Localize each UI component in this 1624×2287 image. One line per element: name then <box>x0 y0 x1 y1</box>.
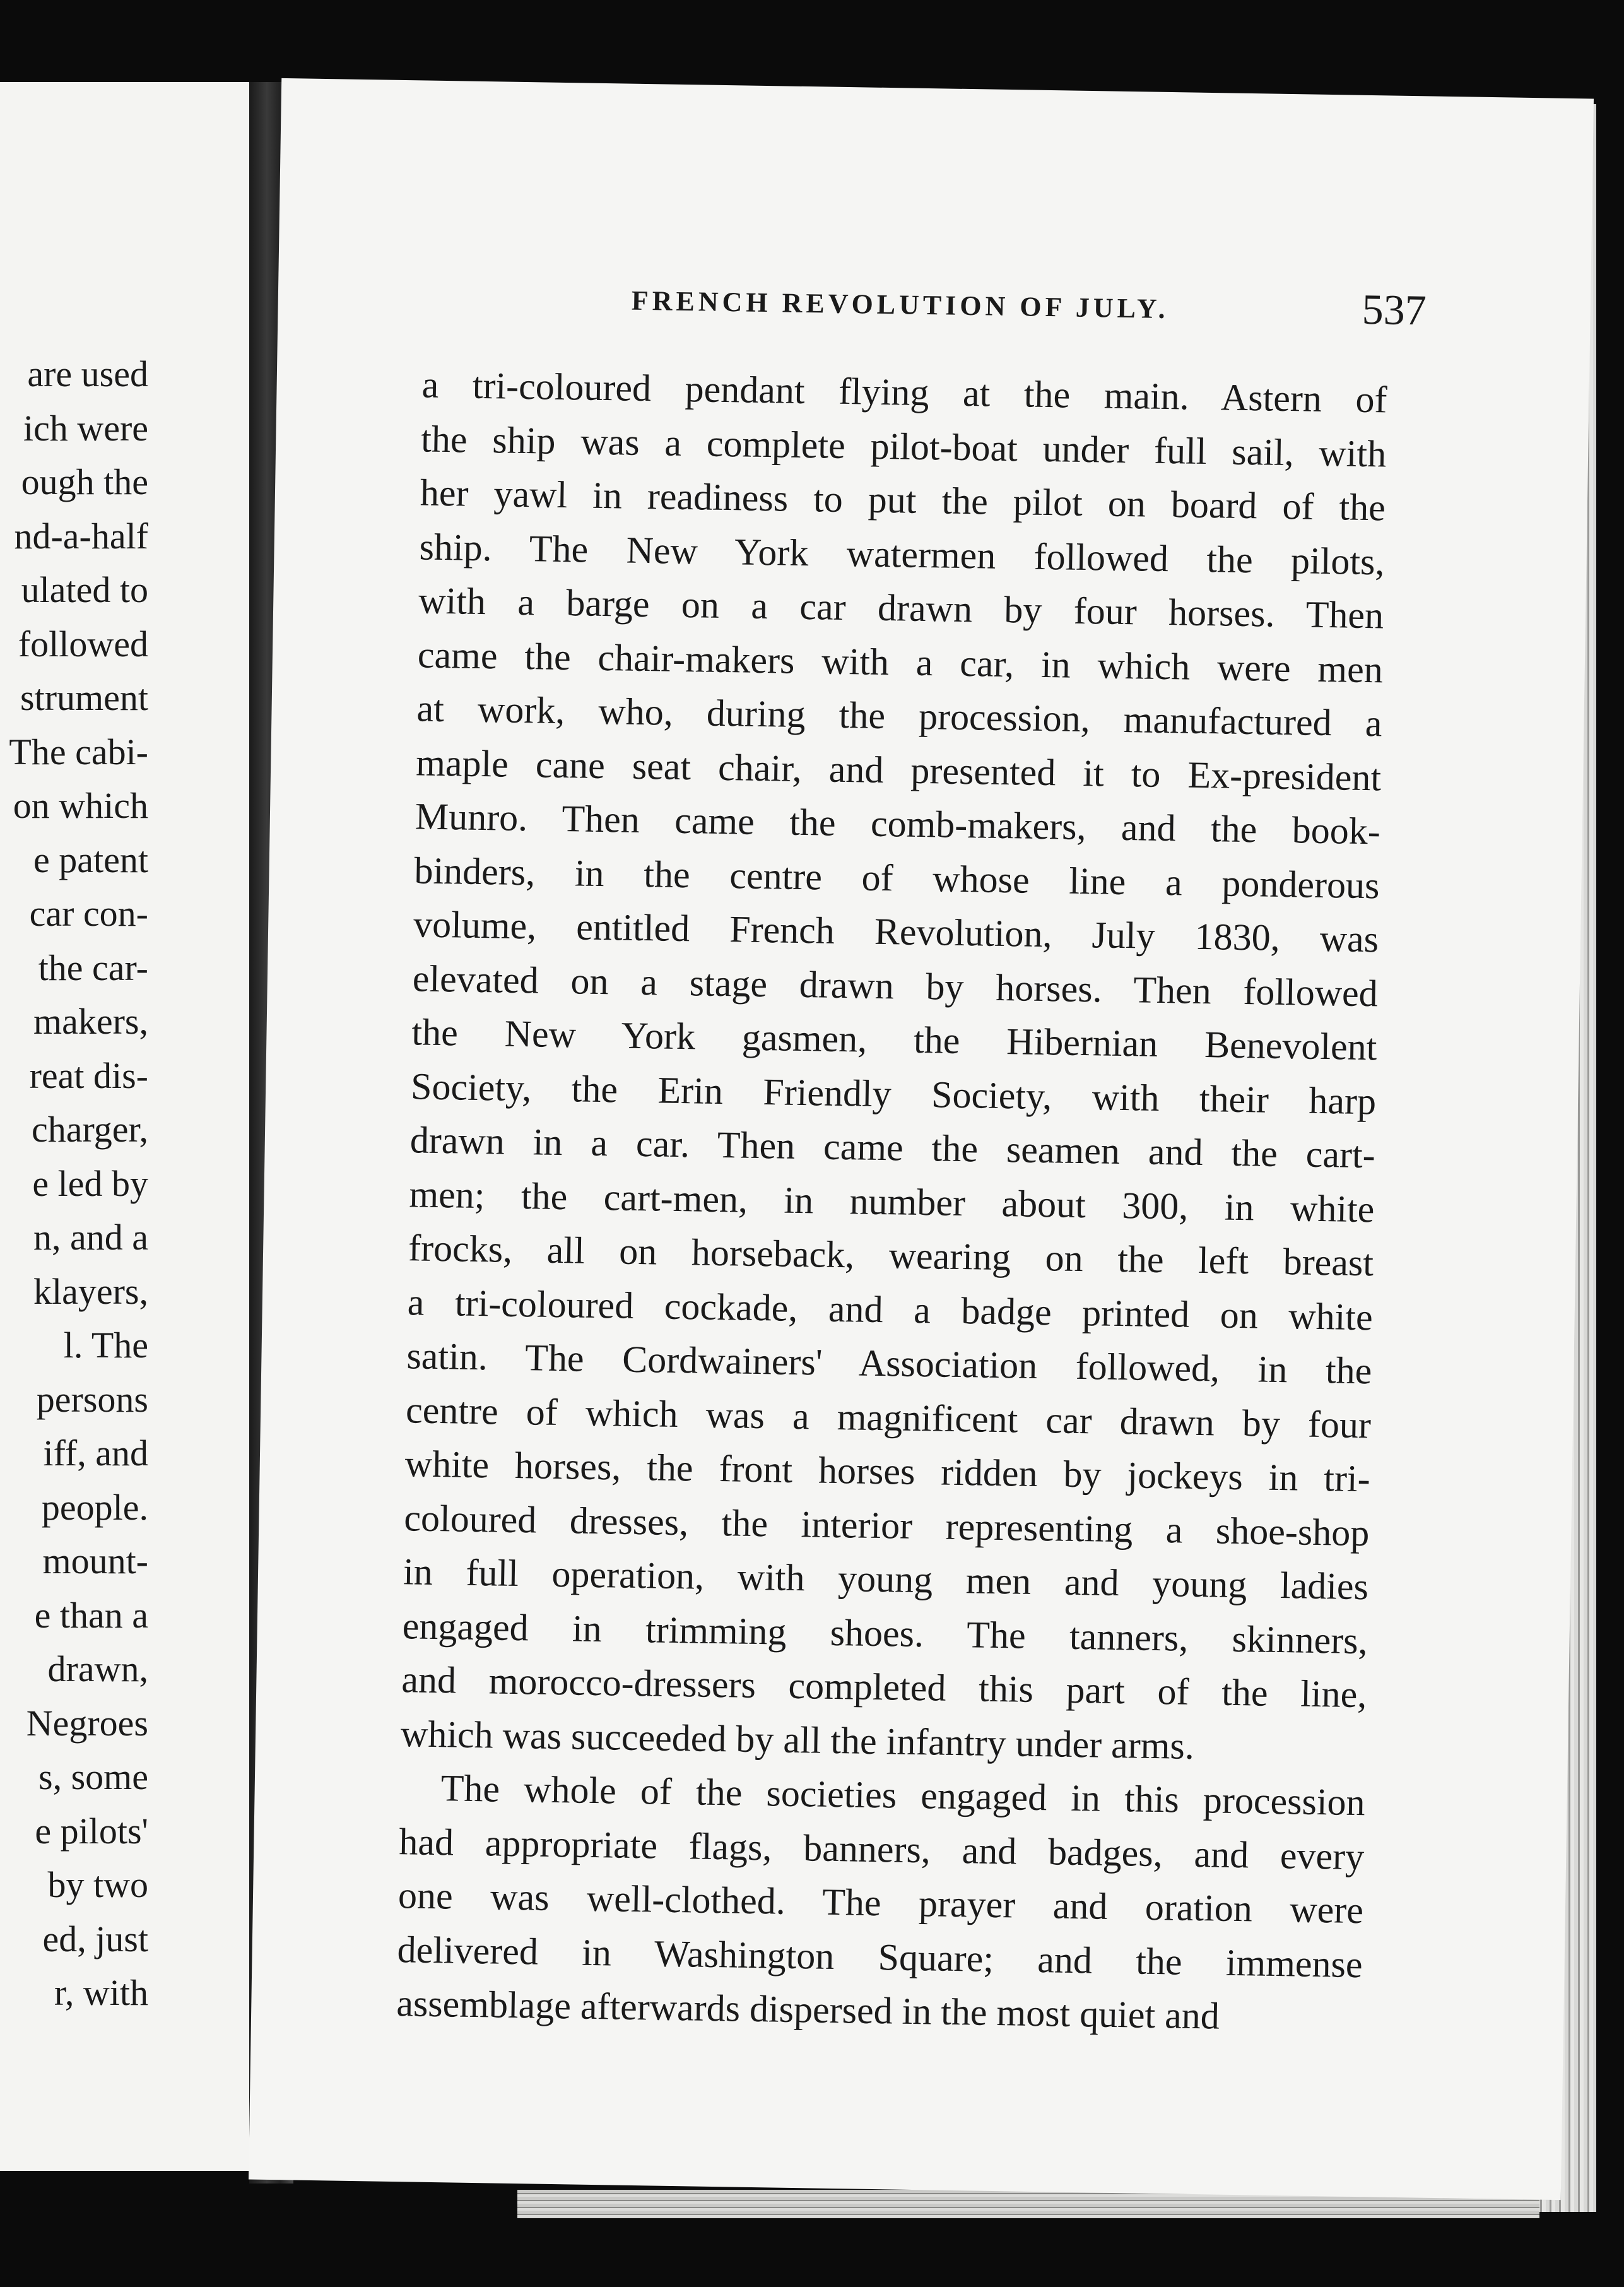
left-page-line: ich were <box>23 407 148 449</box>
left-page-line: car con- <box>29 893 148 934</box>
left-page-line: the car- <box>38 947 148 988</box>
left-page-line: reat dis- <box>29 1055 148 1096</box>
left-page-line: Negroes <box>26 1702 148 1744</box>
paragraph <box>396 1761 1366 2045</box>
text-line: ship. The New York watermen followed the pilots, <box>419 525 1385 582</box>
text-line: the ship was a complete pilot-boat under full sail, with <box>420 417 1387 475</box>
left-page-text <box>0 347 148 2020</box>
text-line: at work, who, during the procession, manufactured a <box>416 687 1382 745</box>
text-line: and morocco-dressers completed this part of the line, <box>401 1658 1367 1716</box>
running-head: FRENCH REVOLUTION OF JULY. <box>631 285 1170 325</box>
left-page-line: s, some <box>38 1756 148 1797</box>
left-page-line: e than a <box>34 1594 148 1636</box>
left-page-line: nd-a-half <box>14 515 148 557</box>
right-page <box>249 78 1594 2200</box>
text-line: men; the cart-men, in number about 300, in white <box>409 1173 1375 1230</box>
left-page-line: ulated to <box>21 569 148 610</box>
text-line: a tri-coloured pendant flying at the main. Astern of <box>421 363 1388 421</box>
left-page-line: The cabi- <box>9 731 148 772</box>
text-line: engaged in trimming shoes. The tanners, skinners, <box>402 1604 1368 1662</box>
text-line: coloured dresses, the interior representing a shoe-shop <box>403 1496 1370 1554</box>
page-number: 537 <box>1362 285 1427 334</box>
left-page-line: strument <box>20 677 148 718</box>
left-page-line: people. <box>41 1486 148 1528</box>
left-page-line: e pilots' <box>35 1810 148 1852</box>
left-page-line: e led by <box>32 1162 148 1204</box>
left-page <box>0 82 249 2171</box>
text-line: binders, in the centre of whose line a ponderous <box>414 849 1380 906</box>
text-line: came the chair-makers with a car, in which were men <box>417 633 1384 690</box>
text-line: frocks, all on horseback, wearing on the left breast <box>408 1227 1374 1284</box>
text-line: The whole of the societies engaged in this procession <box>440 1767 1366 1824</box>
body-text <box>396 358 1387 2045</box>
left-page-line: n, and a <box>33 1217 148 1258</box>
left-page-line: e patent <box>33 839 148 880</box>
text-line: in full operation, with young men and young ladies <box>403 1551 1369 1608</box>
text-line: white horses, the front horses ridden by jockeys in tri- <box>404 1443 1371 1500</box>
left-page-line: ed, just <box>42 1918 148 1959</box>
text-line: with a barge on a car drawn by four horses. Then <box>418 579 1384 637</box>
text-line: satin. The Cordwainers' Association followed, in the <box>406 1335 1372 1392</box>
text-line: drawn in a car. Then came the seamen and the cart- <box>409 1119 1376 1176</box>
text-line: assemblage afterwards dispersed in the most quiet and <box>396 1982 1220 2037</box>
left-page-line: klayers, <box>33 1270 148 1312</box>
text-line: had appropriate flags, banners, and badges, and every <box>398 1820 1365 1877</box>
text-line: one was well-clothed. The prayer and oration were <box>397 1874 1364 1932</box>
left-page-line: iff, and <box>43 1433 148 1474</box>
left-page-line: on which <box>13 785 148 826</box>
paragraph <box>400 358 1387 1776</box>
text-line: elevated on a stage drawn by horses. Then followed <box>412 957 1379 1014</box>
text-line: a tri-coloured cockade, and a badge printed on white <box>407 1280 1374 1338</box>
text-line: which was succeeded by all the infantry under arms. <box>400 1712 1195 1767</box>
text-line: Society, the Erin Friendly Society, with their harp <box>410 1065 1377 1122</box>
left-page-line: followed <box>18 623 148 665</box>
text-line: volume, entitled French Revolution, July 1830, was <box>413 903 1379 960</box>
left-page-line: makers, <box>33 1001 148 1042</box>
left-page-line: persons <box>36 1378 148 1420</box>
left-page-line: ough the <box>21 461 148 502</box>
left-page-line: l. The <box>63 1325 148 1366</box>
text-line: the New York gasmen, the Hibernian Benevolent <box>411 1011 1377 1068</box>
left-page-line: charger, <box>32 1109 148 1150</box>
left-page-line: mount- <box>42 1540 148 1581</box>
left-page-line: r, with <box>54 1972 148 2013</box>
left-page-line: are used <box>27 353 148 394</box>
text-line: delivered in Washington Square; and the immense <box>397 1928 1363 1985</box>
text-line: centre of which was a magnificent car drawn by four <box>405 1388 1372 1446</box>
left-page-line: by two <box>47 1864 148 1905</box>
left-page-line: drawn, <box>47 1648 148 1689</box>
text-line: maple cane seat chair, and presented it to Ex-president <box>415 741 1382 798</box>
text-line: Munro. Then came the comb-makers, and the book- <box>415 795 1381 853</box>
text-line: her yawl in readiness to put the pilot on board of the <box>420 471 1386 529</box>
